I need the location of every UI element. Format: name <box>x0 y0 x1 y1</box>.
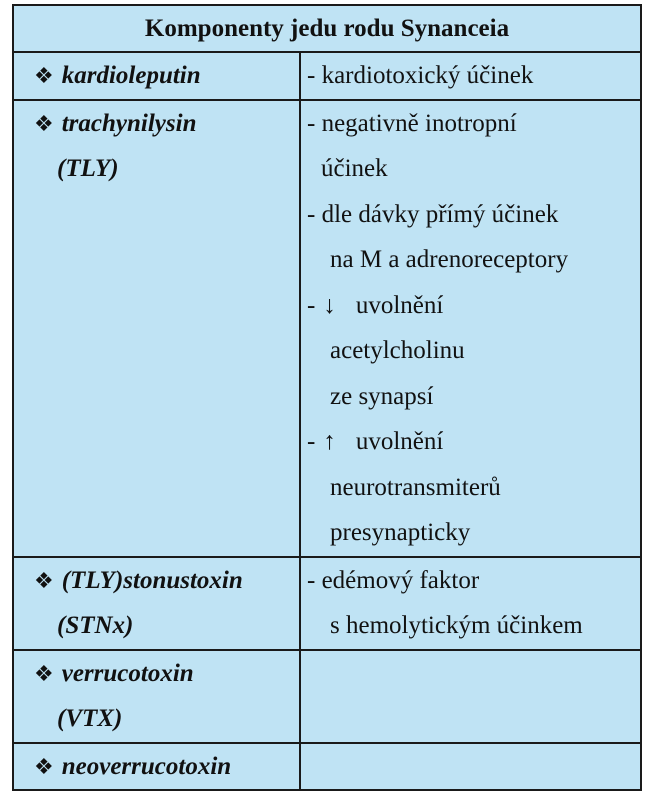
component-effect-cell <box>301 53 640 99</box>
arrow-down-icon: ↓ <box>323 291 336 319</box>
effect-text: - dle dávky přímý účinek <box>307 200 559 228</box>
effect-text: acetylcholinu <box>330 337 465 364</box>
component-name: trachynilysin <box>61 109 197 137</box>
effect-text: - kardiotoxický účinek <box>307 62 534 89</box>
effect-text: účinek <box>321 155 388 182</box>
component-name: kardioleputin <box>61 62 201 89</box>
effect-text: uvolnění <box>355 428 444 455</box>
table-title: Komponenty jedu rodu Synanceia <box>14 6 640 53</box>
effect-text: neurotransmiterů <box>330 473 501 501</box>
component-effect-cell <box>301 651 640 742</box>
table-row <box>14 744 640 790</box>
component-effect-cell <box>301 101 640 556</box>
arrow-up-icon: ↑ <box>323 428 336 455</box>
diamond-bullet-icon: ❖ <box>34 753 54 779</box>
diamond-bullet-icon: ❖ <box>34 567 54 593</box>
component-effect-cell <box>301 744 640 790</box>
dash: - <box>307 428 316 455</box>
component-abbreviation: (STNx) <box>57 612 134 639</box>
component-name-cell <box>14 651 301 742</box>
dash: - <box>307 291 316 319</box>
effect-text: - negativně inotropní <box>307 109 517 137</box>
table-row <box>14 101 640 558</box>
diamond-bullet-icon: ❖ <box>34 110 54 136</box>
component-effect-cell <box>301 558 640 649</box>
component-name: (TLY)stonustoxin <box>61 566 243 594</box>
table-row <box>14 558 640 651</box>
component-name-cell <box>14 744 301 790</box>
table-row <box>14 651 640 744</box>
effect-text: ze synapsí <box>330 382 434 410</box>
component-name: verrucotoxin <box>61 659 194 687</box>
table-row <box>14 53 640 101</box>
effect-text: presynapticky <box>330 519 471 546</box>
effect-text: s hemolytickým účinkem <box>330 612 583 639</box>
component-abbreviation: (VTX) <box>57 705 123 732</box>
diamond-bullet-icon: ❖ <box>34 63 54 88</box>
component-name: neoverrucotoxin <box>61 752 232 780</box>
effect-text: - edémový faktor <box>307 566 480 594</box>
component-name-cell <box>14 53 301 99</box>
component-name-cell <box>14 101 301 556</box>
component-name-cell <box>14 558 301 649</box>
component-abbreviation: (TLY) <box>57 155 119 182</box>
diamond-bullet-icon: ❖ <box>34 660 54 686</box>
venom-components-table <box>12 4 642 791</box>
effect-text: uvolnění <box>355 291 444 319</box>
effect-text: na M a adrenoreceptory <box>330 246 569 273</box>
